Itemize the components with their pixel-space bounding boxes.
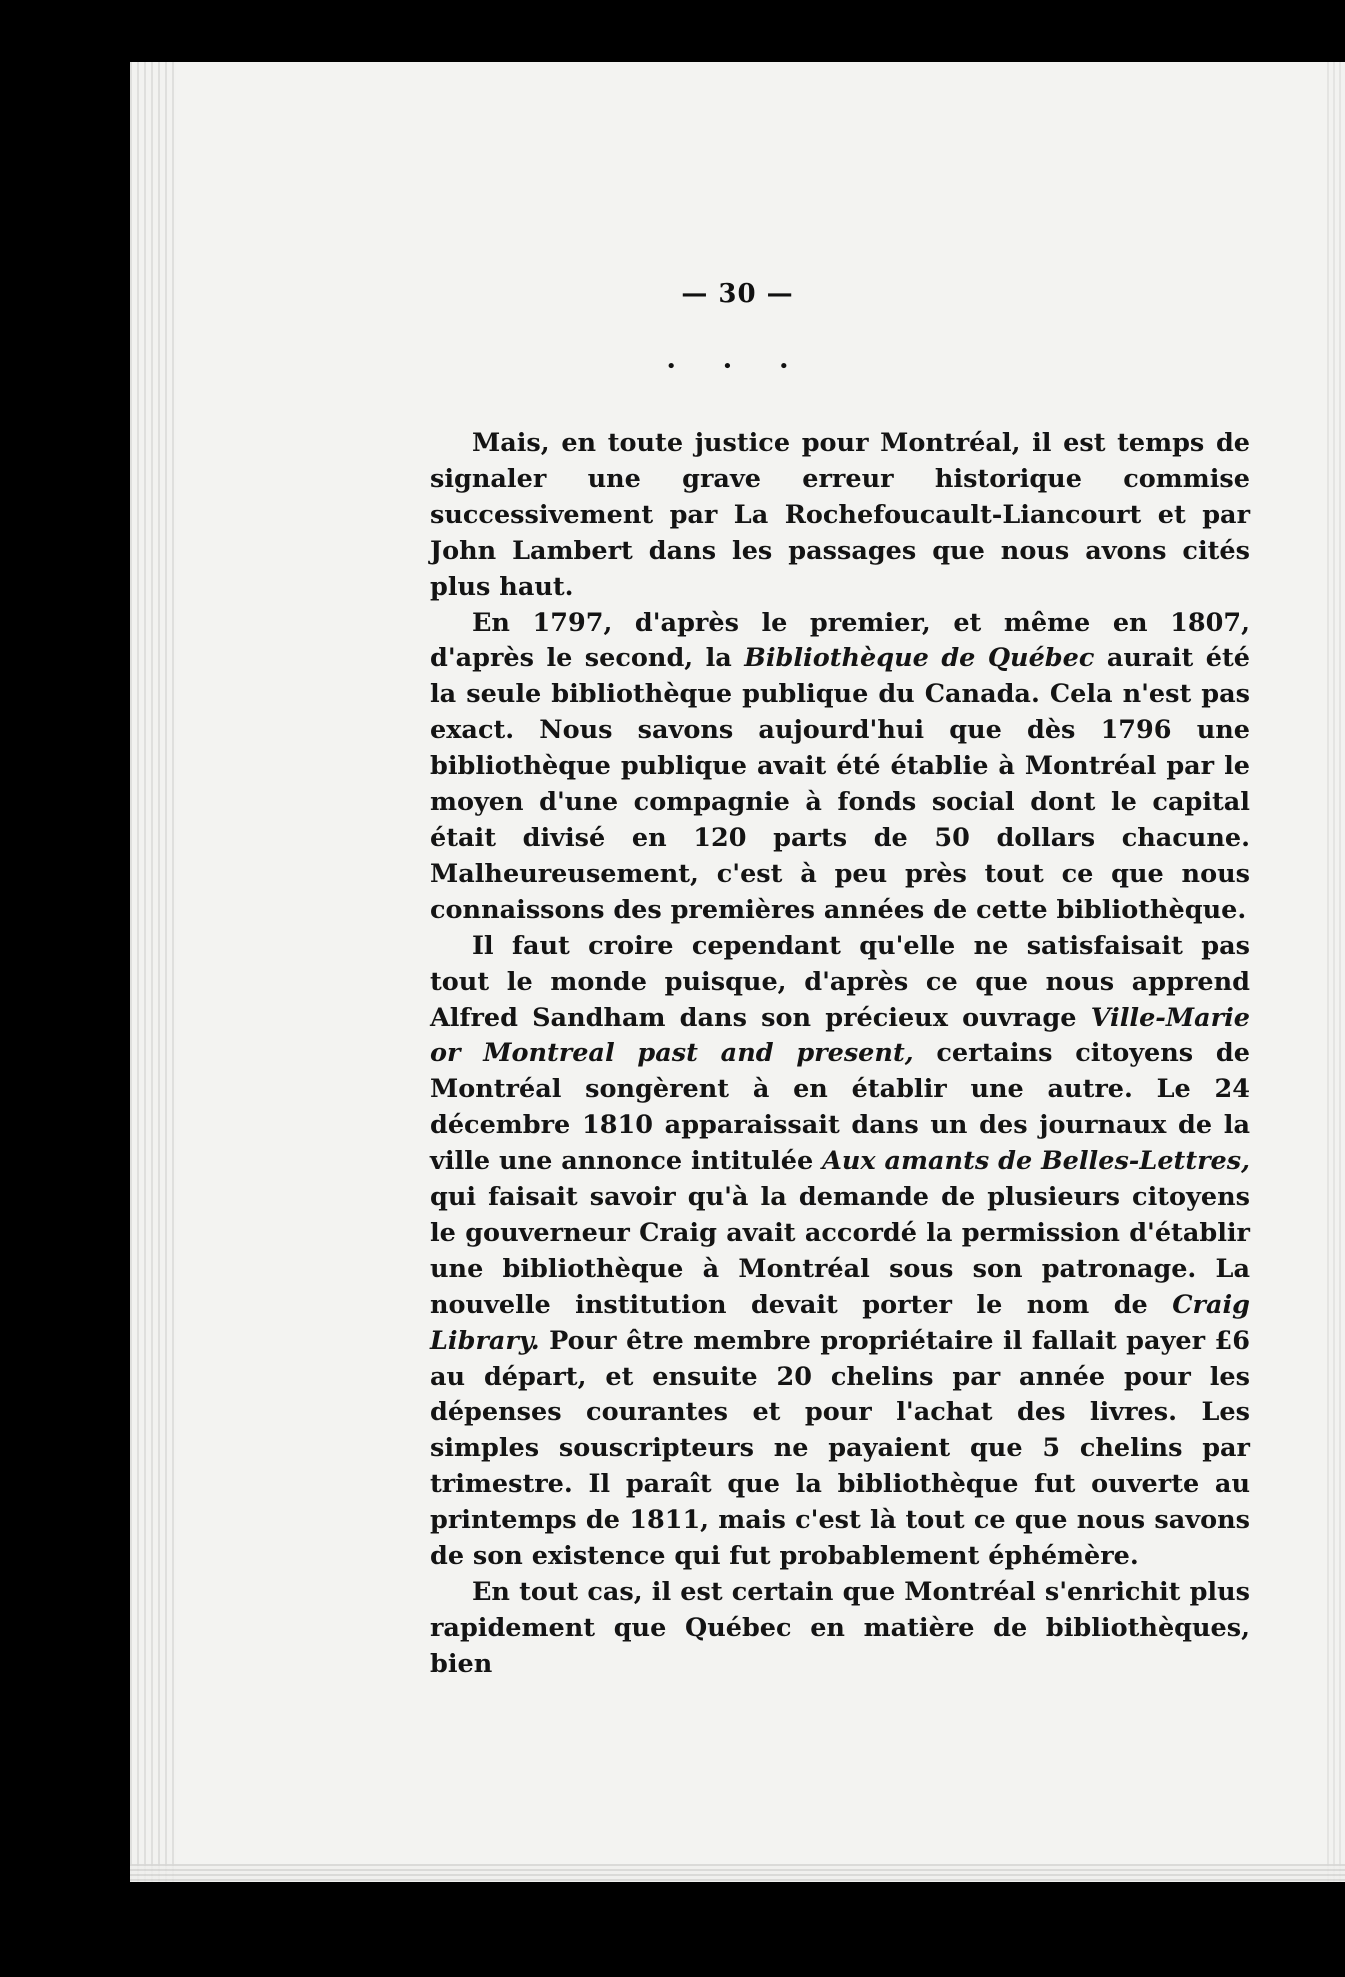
paragraph-1 bbox=[430, 426, 1250, 606]
paragraph-4 bbox=[430, 1575, 1250, 1683]
page-stack-bottom-edge bbox=[130, 1864, 1345, 1882]
body-text bbox=[430, 426, 1250, 1683]
text-run: Mais, en toute justice pour Montréal, il est temps de signaler une grave erreur historique commise successivement par La Rochefoucault-Liancourt et par John Lambert dans les passages que nous avons cités plus haut. bbox=[430, 428, 1250, 602]
section-ornament: • • • bbox=[665, 356, 810, 377]
library-name: Craig Library. bbox=[430, 1289, 1250, 1356]
text-run: aurait été la seule bibliothèque publique du Canada. Cela n'est pas exact. Nous savons aujourd'hui que dès 1796 une bibliothèque publique avait été établie à Montréal par le moyen d'une compagnie à fonds social dont le capital était divisé en 120 parts de 50 dollars chacune. Malheureusement, c'est à peu près tout ce que nous connaissons des premières années de cette bibliothèque. bbox=[430, 643, 1250, 925]
text-run: qui faisait savoir qu'à la demande de plusieurs citoyens le gouverneur Craig avait accordé la permission d'établir une bibliothèque à Montréal sous son patronage. La nouvelle institution devait porter le nom de bbox=[430, 1182, 1250, 1320]
book-title: Bibliothèque de Québec bbox=[744, 643, 1095, 674]
text-run: En 1797, d'après le premier, et même en 1807, d'après le second, la bbox=[430, 607, 1250, 674]
paragraph-2 bbox=[430, 606, 1250, 929]
paragraph-3 bbox=[430, 929, 1250, 1575]
text-run: Il faut croire cependant qu'elle ne satisfaisait pas tout le monde puisque, d'après ce que nous apprend Alfred Sandham dans son précieux ouvrage bbox=[430, 930, 1250, 1033]
book-title: Ville-Marie or Montreal past and present, bbox=[430, 1002, 1250, 1069]
page-number: — 30 — bbox=[681, 279, 794, 309]
scanned-page bbox=[130, 62, 1345, 1882]
page-stack-left-edge bbox=[130, 62, 176, 1882]
text-run: Pour être membre propriétaire il fallait payer £6 au départ, et ensuite 20 chelins par année pour les dépenses courantes et pour l'achat des livres. Les simples souscripteurs ne payaient que 5 chelins par trimestre. Il paraît que la bibliothèque fut ouverte au printemps de 1811, mais c'est là tout ce que nous savons de son existence qui fut probablement éphémère. bbox=[430, 1325, 1250, 1572]
page-stack-right-edge bbox=[1327, 62, 1345, 1882]
text-run: certains citoyens de Montréal songèrent à en établir une autre. Le 24 décembre 1810 apparaissait dans un des journaux de la ville une annonce intitulée bbox=[430, 1038, 1250, 1177]
text-run: En tout cas, il est certain que Montréal s'enrichit plus rapidement que Québec en matière de bibliothèques, bien bbox=[430, 1577, 1250, 1679]
announcement-title: Aux amants de Belles-Lettres, bbox=[822, 1146, 1250, 1177]
